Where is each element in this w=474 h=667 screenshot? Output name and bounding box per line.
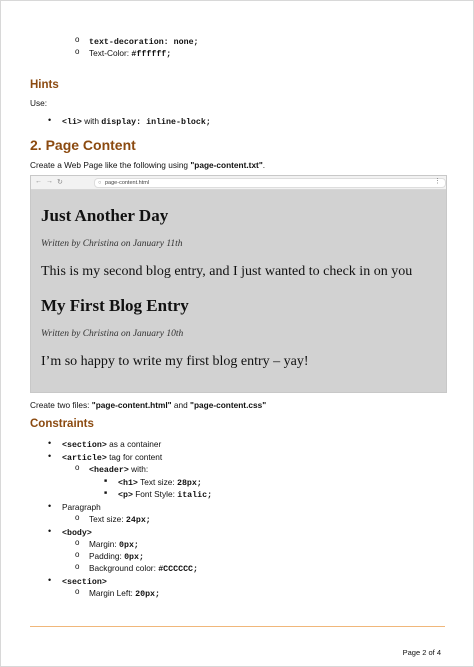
list-item-text-color: o Text-Color: #ffffff; [89, 48, 171, 59]
article-meta: Written by Christina on January 11th [41, 239, 183, 249]
more-menu-icon[interactable]: ⋮ [434, 178, 441, 185]
constraint-subitem: o Padding: 0px; [89, 551, 144, 562]
arrow-left-icon[interactable]: ← [35, 178, 42, 185]
constraint-subsubitem: ■ <p> Font Style: italic; [118, 489, 212, 500]
list-item-text-decoration: o text-decoration: none; [89, 36, 199, 47]
address-bar[interactable]: ○ page-content.html [94, 178, 446, 188]
page-number: Page 2 of 4 [402, 648, 441, 657]
constraint-subitem: o Margin Left: 20px; [89, 588, 160, 599]
article-title: Just Another Day [41, 206, 169, 225]
article-title: My First Blog Entry [41, 296, 189, 315]
browser-screenshot [30, 175, 447, 393]
article-body: I’m so happy to write my first blog entry – yay! [41, 354, 309, 369]
constraint-item: • <section> [62, 576, 107, 587]
constraint-subitem: o <header> with: [89, 464, 148, 475]
constraint-item: • <body> [62, 527, 92, 538]
browser-toolbar [31, 176, 446, 190]
constraint-subsubitem: ■ <h1> Text size: 28px; [118, 477, 202, 488]
constraint-item: • <section> as a container [62, 439, 161, 450]
arrow-right-icon[interactable]: → [46, 178, 53, 185]
constraint-item: • Paragraph [62, 502, 101, 512]
files-note: Create two files: "page-content.html" and "page-content.css" [30, 400, 267, 410]
article-body: This is my second blog entry, and I just wanted to check in on you [41, 264, 413, 279]
section-intro: Create a Web Page like the following using "page-content.txt". [30, 160, 266, 170]
constraint-subitem: o Background color: #CCCCCC; [89, 563, 198, 574]
constraint-subitem: o Text size: 24px; [89, 514, 151, 525]
constraint-subitem: o Margin: 0px; [89, 539, 139, 550]
reload-icon[interactable]: ↻ [57, 179, 63, 186]
use-label: Use: [30, 98, 48, 108]
article-meta: Written by Christina on January 10th [41, 329, 184, 339]
hints-list-item: • <li> with display: inline-block; [62, 116, 211, 127]
page-icon: ○ [98, 180, 102, 186]
hints-heading: Hints [30, 79, 59, 91]
constraints-heading: Constraints [30, 418, 94, 430]
constraint-item: • <article> tag for content [62, 452, 162, 463]
footer-divider [30, 626, 445, 627]
section-heading: 2. Page Content [30, 137, 136, 153]
